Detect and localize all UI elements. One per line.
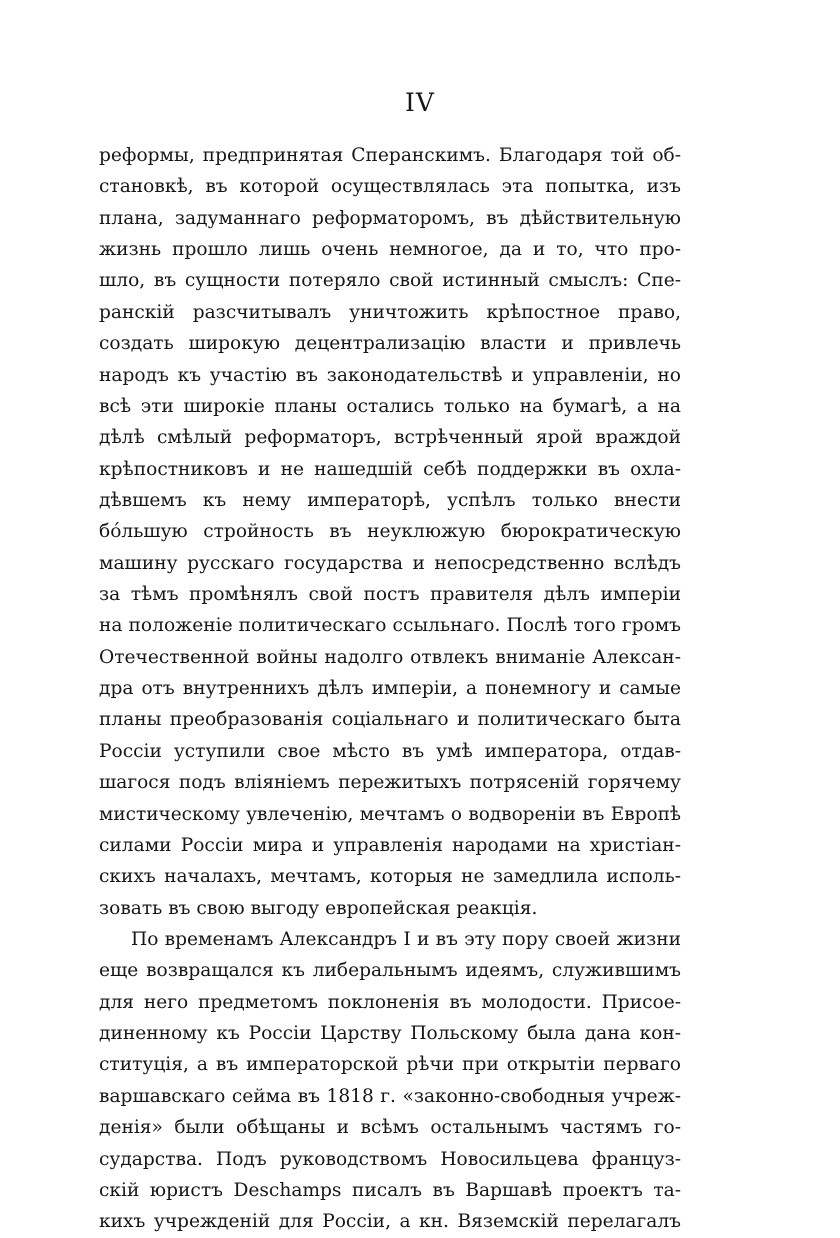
- text-line: машину русскаго государства и непосредственно вслѣдъ: [99, 552, 681, 574]
- text-line: зовать въ свою выгоду европейская реакція.: [99, 897, 538, 919]
- text-line: мистическому увлеченію, мечтамъ о водвореніи въ Европѣ: [99, 803, 681, 825]
- text-line: планы преобразованія соціальнаго и политическаго быта: [99, 709, 681, 731]
- text-line: Отечественной войны надолго отвлекъ вниманіе Алексан-: [99, 646, 681, 668]
- text-line: создать широкую децентрализацію власти и привлечь: [99, 333, 681, 355]
- text-line: сударства. Подъ руководствомъ Новосильцева француз-: [99, 1148, 681, 1170]
- text-line: бóльшую стройность въ неуклюжую бюрократическую: [99, 521, 681, 543]
- paragraph-1: [99, 140, 681, 924]
- text-line: дра отъ внутреннихъ дѣлъ имперіи, а понемногу и самые: [99, 678, 681, 700]
- text-line: скихъ началахъ, мечтамъ, которыя не замедлила исполь-: [99, 866, 681, 888]
- text-line: Россіи уступили свое мѣсто въ умѣ императора, отдав-: [99, 740, 681, 762]
- text-line: народъ къ участію въ законодательствѣ и управленіи, но: [99, 364, 681, 386]
- text-line: жизнь прошло лишь очень немногое, да и то, что про-: [99, 239, 681, 261]
- text-line: дѣвшемъ къ нему императорѣ, успѣлъ только внести: [99, 489, 681, 511]
- text-line: шло, въ сущности потеряло свой истинный смыслъ: Спе-: [99, 270, 681, 292]
- text-line: диненному къ Россіи Царству Польскому была дана кон-: [99, 1023, 681, 1045]
- text-line: ституція, а въ императорской рѣчи при открытіи перваго: [99, 1054, 681, 1076]
- page-number: IV: [405, 88, 435, 117]
- text-line: за тѣмъ промѣнялъ свой постъ правителя дѣлъ имперіи: [99, 584, 681, 606]
- text-line: еще возвращался къ либеральнымъ идеямъ, служившимъ: [99, 960, 681, 982]
- text-line: кихъ учрежденій для Россіи, а кн. Вяземскій перелагалъ: [99, 1211, 681, 1233]
- text-line: шагося подъ вліяніемъ пережитыхъ потрясеній горячему: [99, 772, 681, 794]
- text-line: дѣлѣ смѣлый реформаторъ, встрѣченный ярой враждой: [99, 427, 681, 449]
- text-line: становкѣ, въ которой осуществлялась эта попытка, изъ: [99, 176, 681, 198]
- text-line: для него предметомъ поклоненія въ молодости. Присое-: [99, 991, 681, 1013]
- text-line: всѣ эти широкіе планы остались только на бумагѣ, а на: [99, 395, 681, 417]
- text-line: плана, задуманнаго реформаторомъ, въ дѣйствительную: [99, 207, 681, 229]
- text-line: денія» были обѣщаны и всѣмъ остальнымъ частямъ го-: [99, 1117, 681, 1139]
- text-line: ранскій разсчитывалъ уничтожить крѣпостное право,: [99, 301, 681, 323]
- text-line: скій юристъ Deschamps писалъ въ Варшавѣ проектъ та-: [99, 1179, 681, 1201]
- body-text: [99, 140, 681, 1238]
- text-line: По временамъ Александръ I и въ эту пору своей жизни: [131, 928, 681, 950]
- text-line: крѣпостниковъ и не нашедшій себѣ поддержки въ охла-: [99, 458, 681, 480]
- text-line: силами Россіи мира и управленія народами на христіан-: [99, 834, 681, 856]
- text-line: варшавскаго сейма въ 1818 г. «законно-свободныя учреж-: [99, 1085, 681, 1107]
- text-line: на положеніе политическаго ссыльнаго. Послѣ того громъ: [99, 615, 681, 637]
- text-line: реформы, предпринятая Сперанскимъ. Благодаря той об-: [99, 145, 681, 166]
